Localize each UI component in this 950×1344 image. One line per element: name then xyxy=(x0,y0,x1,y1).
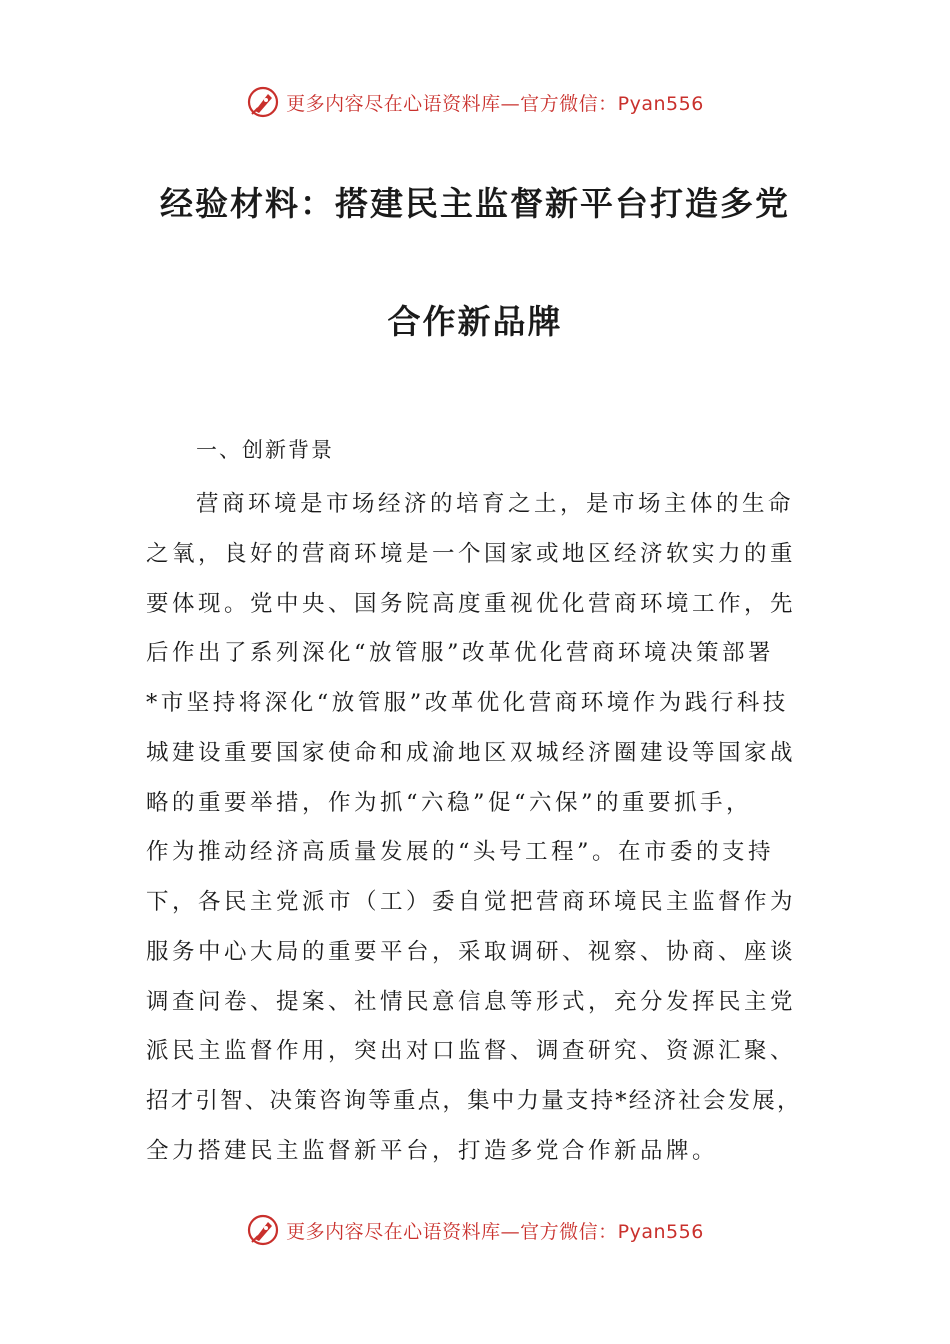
paragraph-line: 下，各民主党派市（工）委自觉把营商环境民主监督作为 xyxy=(146,889,797,915)
paragraph-line: 要体现。党中央、国务院高度重视优化营商环境工作，先 xyxy=(146,591,797,617)
watermark-text: 更多内容尽在心语资料库—官方微信：Pyan556 xyxy=(286,92,704,115)
pen-nib-logo-icon xyxy=(246,85,280,119)
document-title-line-1: 经验材料：搭建民主监督新平台打造多党 xyxy=(160,184,790,223)
paragraph-line: 调查问卷、提案、社情民意信息等形式，充分发挥民主党 xyxy=(146,989,797,1015)
header-watermark xyxy=(0,82,950,122)
paragraph-line: 略的重要举措，作为抓“六稳”促“六保”的重要抓手， xyxy=(146,790,753,816)
paragraph-line: 之氧，良好的营商环境是一个国家或地区经济软实力的重 xyxy=(146,541,797,567)
section-heading: 一、创新背景 xyxy=(196,438,334,462)
paragraph-line: *市坚持将深化“放管服”改革优化营商环境作为践行科技 xyxy=(146,690,789,716)
paragraph-line: 派民主监督作用，突出对口监督、调查研究、资源汇聚、 xyxy=(146,1038,797,1064)
paragraph-line: 招才引智、决策咨询等重点，集中力量支持*经济社会发展， xyxy=(146,1088,802,1114)
paragraph-line: 全力搭建民主监督新平台，打造多党合作新品牌。 xyxy=(146,1138,719,1164)
watermark-text: 更多内容尽在心语资料库—官方微信：Pyan556 xyxy=(286,1220,704,1243)
paragraph-line: 城建设重要国家使命和成渝地区双城经济圈建设等国家战 xyxy=(146,740,797,766)
paragraph-line: 作为推动经济高质量发展的“头号工程”。在市委的支持 xyxy=(146,839,775,865)
document-title-line-2: 合作新品牌 xyxy=(387,302,563,341)
pen-nib-logo-icon xyxy=(246,1213,280,1247)
paragraph-line: 后作出了系列深化“放管服”改革优化营商环境决策部署 xyxy=(146,640,775,666)
paragraph-line: 服务中心大局的重要平台，采取调研、视察、协商、座谈 xyxy=(146,939,797,965)
paragraph-line: 营商环境是市场经济的培育之土，是市场主体的生命 xyxy=(196,491,795,517)
footer-watermark xyxy=(0,1210,950,1250)
